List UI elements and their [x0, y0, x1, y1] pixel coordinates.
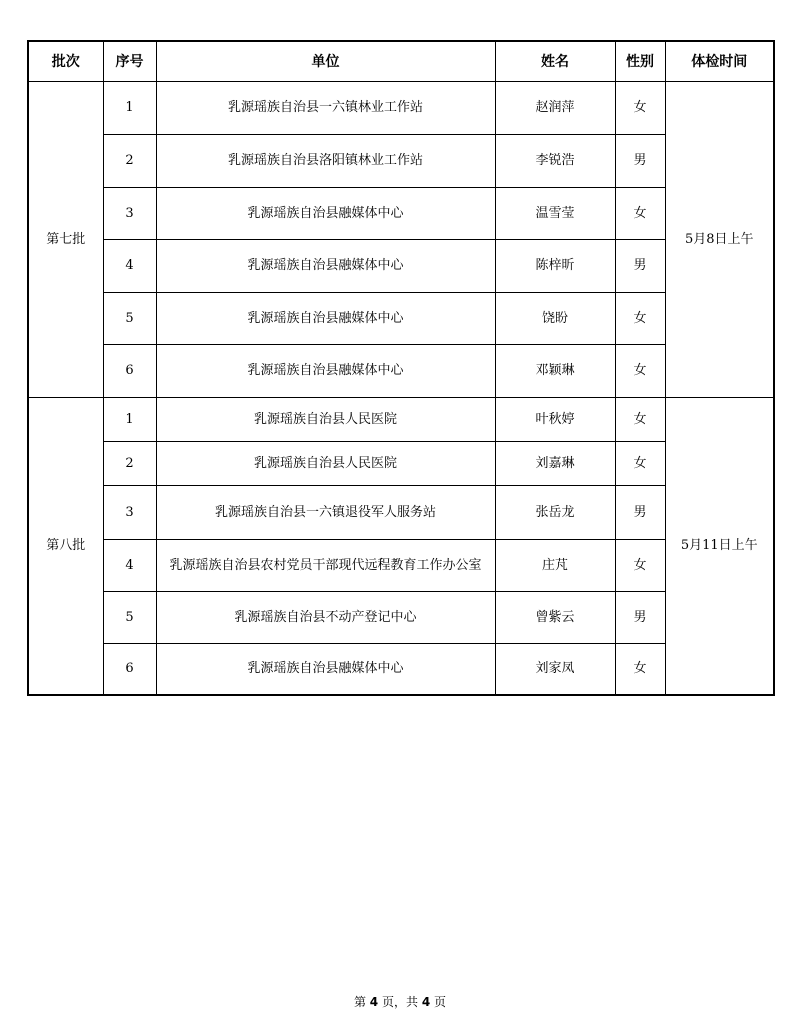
seq-cell: 3: [103, 486, 156, 540]
seq-cell: 4: [103, 240, 156, 293]
seq-cell: 3: [103, 188, 156, 240]
gender-cell: 女: [615, 293, 665, 345]
footer-suffix: 页: [434, 995, 447, 1009]
seq-cell: 6: [103, 644, 156, 695]
table-row: [28, 398, 774, 442]
name-cell: 邓颖琳: [495, 345, 615, 398]
gender-cell: 女: [615, 540, 665, 592]
table-row: [28, 592, 774, 644]
seq-cell: 6: [103, 345, 156, 398]
unit-cell: 乳源瑶族自治县融媒体中心: [156, 188, 495, 240]
unit-cell: 乳源瑶族自治县融媒体中心: [156, 345, 495, 398]
table-header-row: [28, 41, 774, 82]
table-row: [28, 644, 774, 695]
unit-cell: 乳源瑶族自治县融媒体中心: [156, 644, 495, 695]
seq-cell: 5: [103, 293, 156, 345]
footer-middle: 页，共: [381, 995, 418, 1009]
table-row: [28, 293, 774, 345]
current-page-number: 4: [369, 995, 379, 1009]
exam-time-cell: 5月8日上午: [665, 82, 774, 398]
header-exam-time: 体检时间: [665, 41, 774, 82]
name-cell: 叶秋婷: [495, 398, 615, 442]
seq-cell: 4: [103, 540, 156, 592]
batch-cell: 第八批: [28, 398, 103, 695]
name-cell: 张岳龙: [495, 486, 615, 540]
table-row: [28, 82, 774, 135]
gender-cell: 男: [615, 486, 665, 540]
name-cell: 刘家凤: [495, 644, 615, 695]
name-cell: 赵润萍: [495, 82, 615, 135]
gender-cell: 女: [615, 398, 665, 442]
exam-time-cell: 5月11日上午: [665, 398, 774, 695]
footer-prefix: 第: [353, 995, 366, 1009]
unit-cell: 乳源瑶族自治县不动产登记中心: [156, 592, 495, 644]
table-row: [28, 486, 774, 540]
gender-cell: 女: [615, 442, 665, 486]
name-cell: 陈梓昕: [495, 240, 615, 293]
gender-cell: 女: [615, 82, 665, 135]
unit-cell: 乳源瑶族自治县人民医院: [156, 442, 495, 486]
seq-cell: 5: [103, 592, 156, 644]
gender-cell: 男: [615, 240, 665, 293]
seq-cell: 2: [103, 442, 156, 486]
seq-cell: 1: [103, 398, 156, 442]
name-cell: 李锐浩: [495, 135, 615, 188]
unit-cell: 乳源瑶族自治县融媒体中心: [156, 293, 495, 345]
name-cell: 饶盼: [495, 293, 615, 345]
gender-cell: 女: [615, 644, 665, 695]
table-row: [28, 442, 774, 486]
gender-cell: 男: [615, 592, 665, 644]
seq-cell: 2: [103, 135, 156, 188]
physical-exam-schedule-table: [27, 40, 775, 696]
unit-cell: 乳源瑶族自治县人民医院: [156, 398, 495, 442]
header-batch: 批次: [28, 41, 103, 82]
seq-cell: 1: [103, 82, 156, 135]
table-row: [28, 240, 774, 293]
name-cell: 刘嘉琳: [495, 442, 615, 486]
table-row: [28, 188, 774, 240]
unit-cell: 乳源瑶族自治县融媒体中心: [156, 240, 495, 293]
header-gender: 性别: [615, 41, 665, 82]
gender-cell: 女: [615, 345, 665, 398]
table-row: [28, 540, 774, 592]
gender-cell: 女: [615, 188, 665, 240]
table-row: [28, 135, 774, 188]
name-cell: 温雪莹: [495, 188, 615, 240]
unit-cell: 乳源瑶族自治县一六镇退役军人服务站: [156, 486, 495, 540]
unit-cell: 乳源瑶族自治县农村党员干部现代远程教育工作办公室: [156, 540, 495, 592]
total-page-count: 4: [421, 995, 431, 1009]
batch-cell: 第七批: [28, 82, 103, 398]
header-seq: 序号: [103, 41, 156, 82]
table-row: [28, 345, 774, 398]
unit-cell: 乳源瑶族自治县洛阳镇林业工作站: [156, 135, 495, 188]
page-footer: [0, 993, 800, 1010]
header-name: 姓名: [495, 41, 615, 82]
name-cell: 曾紫云: [495, 592, 615, 644]
name-cell: 庄芃: [495, 540, 615, 592]
header-unit: 单位: [156, 41, 495, 82]
gender-cell: 男: [615, 135, 665, 188]
unit-cell: 乳源瑶族自治县一六镇林业工作站: [156, 82, 495, 135]
